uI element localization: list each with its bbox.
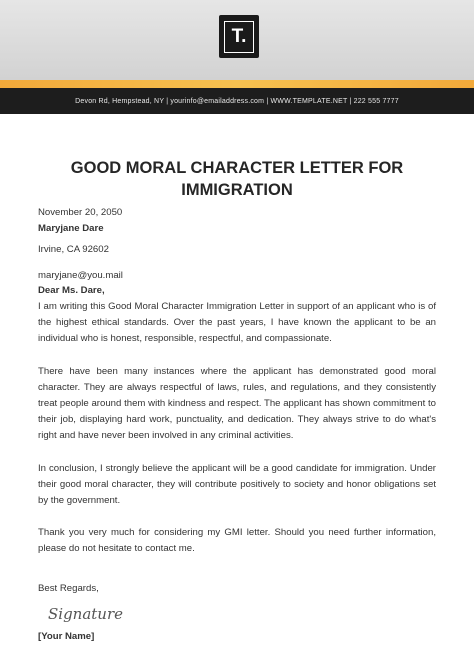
title-line-1: GOOD MORAL CHARACTER LETTER FOR	[70, 159, 404, 177]
letter-body	[38, 206, 436, 644]
letter-title	[40, 157, 434, 201]
your-name: [Your Name]	[38, 630, 95, 642]
paragraph-1: I am writing this Good Moral Character Immigration Letter in support of an applicant who is of the highest ethical standards. Over the past years, I have known the applicant to be an individual who is honest, responsible, respectful, and compassionate.	[38, 301, 436, 345]
letter-date: November 20, 2050	[38, 207, 123, 218]
paragraph-3: In conclusion, I strongly believe the applicant will be a good candidate for immigration. Under their good moral character, they will contribute positively to society and honor obligations set by the government.	[38, 462, 436, 507]
signature: Signature	[48, 604, 124, 623]
accent-bar	[0, 80, 474, 88]
salutation: Dear Ms. Dare,	[38, 285, 105, 296]
sender-email: maryjane@you.mail	[38, 270, 123, 281]
paragraph-4: Thank you very much for considering my GMI letter. Should you need further information, please do not hesitate to contact me.	[38, 527, 436, 555]
sender-address: Irvine, CA 92602	[38, 244, 109, 255]
contact-info: Devon Rd, Hempstead, NY | yourinfo@emailaddress.com | WWW.TEMPLATE.NET | 222 555 7777	[75, 97, 399, 105]
paragraph-2: There have been many instances where the applicant has demonstrated good moral character. They are always respectful of laws, rules, and regulations, and they consistently treat people around them with kindness and respect. The applicant has shown commitment to their job, displaying hard work, punctuality, and dedication. They always strive to do what's right and have never been involved in any criminal activities.	[38, 365, 436, 442]
logo	[219, 15, 259, 58]
logo-letter: T.	[224, 21, 254, 53]
closing: Best Regards,	[38, 582, 99, 594]
title-line-2: IMMIGRATION	[181, 181, 293, 199]
sender-name: Maryjane Dare	[38, 223, 104, 234]
header-banner	[0, 0, 474, 80]
contact-bar	[0, 88, 474, 114]
